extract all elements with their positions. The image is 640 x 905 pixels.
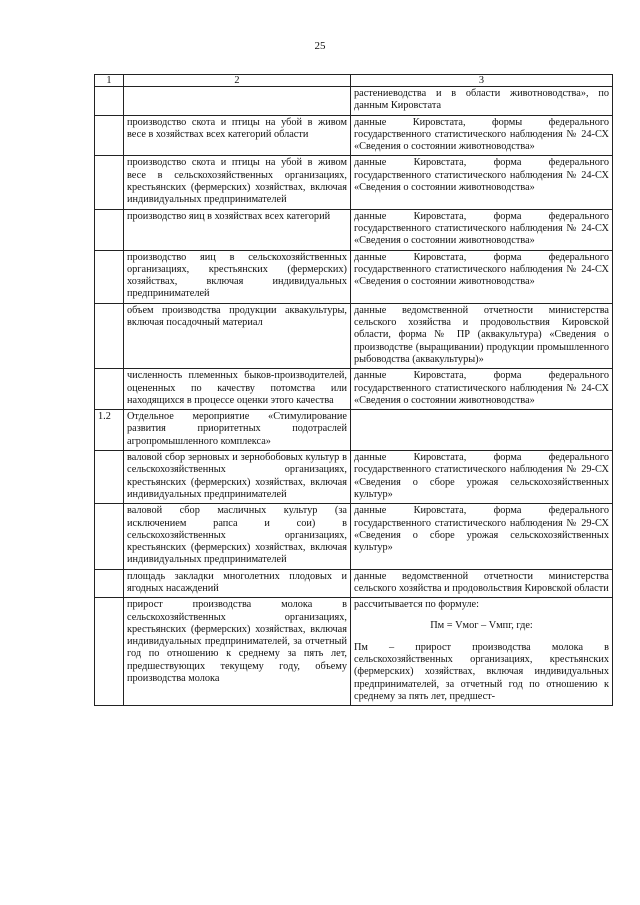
formula-definition: Пм – прирост производства молока в сельскохозяйственных организациях, крестьянских (фермерских) хозяйствах, включая индивидуальных предпринимателей, за отчетный год по отношению к среднему за пять лет, предшест- bbox=[354, 641, 609, 703]
indicator-cell: валовой сбор масличных культур (за исключением рапса и сои) в сельскохозяйственных организациях, крестьянских (фермерских) хозяйствах, включая индивидуальных предпринимателей bbox=[124, 504, 351, 569]
table-row bbox=[95, 451, 613, 504]
indicator-cell: объем производства продукции аквакультуры, включая посадочный материал bbox=[124, 303, 351, 368]
table-row bbox=[95, 369, 613, 410]
data-source-cell: данные Кировстата, форма федерального государственного статистического наблюдения № 29-СХ «Сведения о сборе урожая сельскохозяйственных культур» bbox=[351, 451, 613, 504]
table-row bbox=[95, 569, 613, 598]
data-source-cell: данные ведомственной отчетности министерства сельского хозяйства и продовольствия Кировской области, форма № ПР (аквакультура) «Сведения о производстве (выращивании) продукции промышленного рыбоводства (аквакультуры)» bbox=[351, 303, 613, 368]
table-header-row bbox=[95, 75, 613, 87]
row-number-cell bbox=[95, 504, 124, 569]
data-source-cell: данные Кировстата, форма федерального государственного статистического наблюдения № 24-СХ «Сведения о состоянии животноводства» bbox=[351, 156, 613, 209]
table-row bbox=[95, 115, 613, 156]
row-number-cell bbox=[95, 303, 124, 368]
data-source-cell: данные Кировстата, формы федерального государственного статистического наблюдения № 24-СХ «Сведения о состоянии животноводства» bbox=[351, 115, 613, 156]
indicator-cell: производство скота и птицы на убой в живом весе в сельскохозяйственных организациях, крестьянских (фермерских) хозяйствах, включая индивидуальных предпринимателей bbox=[124, 156, 351, 209]
row-number-cell bbox=[95, 115, 124, 156]
indicator-cell: производство яиц в хозяйствах всех категорий bbox=[124, 209, 351, 250]
header-cell-1: 1 bbox=[95, 75, 124, 87]
row-number-cell bbox=[95, 569, 124, 598]
row-number-cell bbox=[95, 87, 124, 116]
calculation-method-cell bbox=[351, 598, 613, 706]
row-number-cell bbox=[95, 598, 124, 706]
formula: Пм = Vмог – Vмпг, где: bbox=[430, 619, 533, 631]
indicator-cell: производство яиц в сельскохозяйственных организациях, крестьянских (фермерских) хозяйствах, включая индивидуальных предпринимателей bbox=[124, 250, 351, 303]
data-source-cell bbox=[351, 410, 613, 451]
table-row bbox=[95, 410, 613, 451]
table-row bbox=[95, 250, 613, 303]
indicators-table bbox=[94, 74, 613, 706]
table-row bbox=[95, 598, 613, 706]
data-source-cell: данные Кировстата, форма федерального государственного статистического наблюдения № 24-СХ «Сведения о состоянии животноводства» bbox=[351, 250, 613, 303]
indicator-cell: численность племенных быков-производителей, оцененных по качеству потомства или находящихся в процессе оценки этого качества bbox=[124, 369, 351, 410]
row-number-cell bbox=[95, 369, 124, 410]
indicator-cell bbox=[124, 87, 351, 116]
row-number-cell bbox=[95, 209, 124, 250]
row-number-cell bbox=[95, 451, 124, 504]
indicator-cell: валовой сбор зерновых и зернобобовых культур в сельскохозяйственных организациях, крестьянских (фермерских) хозяйствах, включая индивидуальных предпринимателей bbox=[124, 451, 351, 504]
row-number-cell bbox=[95, 250, 124, 303]
data-source-cell: данные ведомственной отчетности министерства сельского хозяйства и продовольствия Кировской области bbox=[351, 569, 613, 598]
formula-intro: рассчитывается по формуле: bbox=[354, 599, 479, 611]
indicator-cell: производство скота и птицы на убой в живом весе в хозяйствах всех категорий области bbox=[124, 115, 351, 156]
data-source-cell: данные Кировстата, форма федерального государственного статистического наблюдения № 29-СХ «Сведения о сборе урожая сельскохозяйственных культур» bbox=[351, 504, 613, 569]
page-number: 25 bbox=[314, 40, 326, 52]
indicator-cell: Отдельное мероприятие «Стимулирование развития приоритетных подотраслей агропромышленного комплекса» bbox=[124, 410, 351, 451]
header-cell-2: 2 bbox=[124, 75, 351, 87]
indicator-cell: площадь закладки многолетних плодовых и ягодных насаждений bbox=[124, 569, 351, 598]
data-source-cell: данные Кировстата, форма федерального государственного статистического наблюдения № 24-СХ «Сведения о состоянии животноводства» bbox=[351, 209, 613, 250]
table-row bbox=[95, 504, 613, 569]
header-cell-3: 3 bbox=[351, 75, 613, 87]
data-source-cell: растениеводства и в области животноводства», по данным Кировстата bbox=[351, 87, 613, 116]
data-source-cell: данные Кировстата, форма федерального государственного статистического наблюдения № 24-СХ «Сведения о состоянии животноводства» bbox=[351, 369, 613, 410]
indicator-cell: прирост производства молока в сельскохозяйственных организациях, крестьянских (фермерских) хозяйствах, включая индивидуальных предпринимателей, за отчетный год по отношению к среднему за пять лет, предшествующих текущему году, объему производства молока bbox=[124, 598, 351, 706]
row-number-cell: 1.2 bbox=[95, 410, 124, 451]
row-number-cell bbox=[95, 156, 124, 209]
table-row bbox=[95, 156, 613, 209]
table-row bbox=[95, 87, 613, 116]
table-row bbox=[95, 303, 613, 368]
table-row bbox=[95, 209, 613, 250]
